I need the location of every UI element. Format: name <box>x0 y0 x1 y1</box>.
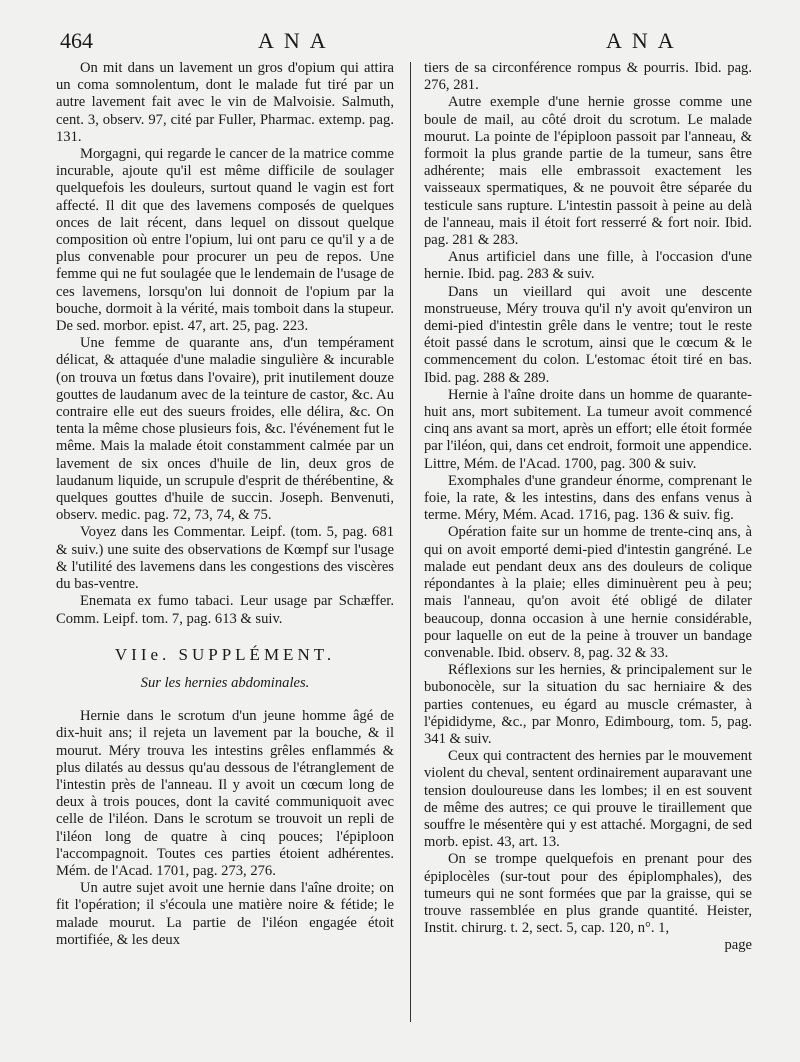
paragraph: Une femme de quarante ans, d'un tempérament délicat, & attaquée d'une maladie singulière & incurable (on trouva un fœtus dans l'ovaire), prit inutilement douze gouttes de laudanum avec de la teinture de castor, &c. Au contraire elle eut des sueurs froides, elle délira, &c. On tenta la même chose plusieurs fois, &c. l'événement fut le même. Mais la malade étoit constamment calmée par un lavement de six onces d'huile de lin, deux gros de laudanum liquide, un scrupule d'esprit de thérébentine, & quelques gouttes d'huile de succin. Joseph. Benvenuti, observ. medic. pag. 72, 73, 74, & 75. <box>56 335 394 524</box>
running-title-left: ANA <box>258 28 336 53</box>
running-title-right: ANA <box>606 28 684 53</box>
paragraph: Hernie dans le scrotum d'un jeune homme âgé de dix-huit ans; il rejeta un lavement par la bouche, & il mourut. Méry trouva les intestins grêles enflammés & plus dilatés au dessus qu'au dessous de l'étranglement de l'intestin près de l'anneau. Il y avoit un cœcum long de deux à trois pouces, dont la cavité communiquoit avec celle de l'iléon. Dans le scrotum se trouvoit un repli de l'iléon long de quatre à cinq pouces; l'épiploon l'accompagnoit. Toutes ces parties étoient adhérentes. Mém. de l'Acad. 1701, pag. 273, 276. <box>56 708 394 879</box>
paragraph: On se trompe quelquefois en prenant pour des épiplocèles (sur-tout pour des épiplomphales), des tumeurs qui ne sont formées que par la graisse, qui se trouve rassemblée en plus grande quantité. Heister, Instit. chirurg. t. 2, sect. 5, cap. 120, n°. 1, <box>424 851 752 937</box>
paragraph: Hernie à l'aîne droite dans un homme de quarante-huit ans, mort subitement. La tumeur avoit commencé cinq ans avant sa mort, après un effort; elle étoit formée par l'iléon, qui, dans cet endroit, formoit une appendice. Littre, Mém. de l'Acad. 1700, pag. 300 & suiv. <box>424 386 752 472</box>
catchword: page <box>724 937 752 954</box>
paragraph: Morgagni, qui regarde le cancer de la matrice comme incurable, ajoute qu'il est même difficile de soulager quelquefois les douleurs, surtout quand le vagin est fort affecté. Il dit que des lavemens composés de quelques onces de lait récent, dans lequel on dissout quelque composition où entre l'opium, lui ont paru ce qu'il y a de plus convenable pour procurer un peu de repos. Une femme qui ne fut soulagée que le lendemain de l'usage de ces lavemens, lorsqu'on lui donnoit de l'opium par la bouche, dormoit à la vérité, mais tomboit dans la stupeur. De sed. morbor. epist. 47, art. 25, pag. 223. <box>56 146 394 335</box>
page-number: 464 <box>60 28 93 53</box>
paragraph: Exomphales d'une grandeur énorme, comprenant le foie, la rate, & les intestins, dans des enfans venus à terme. Méry, Mém. Acad. 1716, pag. 136 & suiv. fig. <box>424 472 752 524</box>
paragraph: Ceux qui contractent des hernies par le mouvement violent du cheval, sentent ordinairement auparavant une tension douloureuse dans les lombes; il en est souvent de même des autres; ce qui prouve le tiraillement que souffre le mésentère qui y est attaché. Morgagni, de sed morb. epist. 43, art. 13. <box>424 748 752 851</box>
paragraph: Anus artificiel dans une fille, à l'occasion d'une hernie. Ibid. pag. 283 & suiv. <box>424 249 752 283</box>
paragraph: Autre exemple d'une hernie grosse comme une boule de mail, au côté droit du scrotum. Le malade mourut. La pointe de l'épiploon passoit par l'anneau, & formoit la plus grande partie de la tumeur, sans être adhérente; mais elle embrassoit exactement les vaisseaux spermatiques, & ne pouvoit être séparée du testicule sans rupture. L'intestin passoit à peine au delà de l'anneau, mais il étoit fort resserré & fort noir. Ibid. pag. 281 & 283. <box>424 94 752 249</box>
paragraph: Un autre sujet avoit une hernie dans l'aîne droite; on fit l'opération; il s'écoula une matière noire & fétide; le malade mourut. La partie de l'iléon engagée étoit mortifiée, & les deux <box>56 880 394 948</box>
paragraph: tiers de sa circonférence rompus & pourris. Ibid. pag. 276, 281. <box>424 60 752 94</box>
paragraph: Réflexions sur les hernies, & principalement sur le bubonocèle, sur la situation du sac herniaire & des parties contenues, eu égard au muscle crémaster, à l'épididyme, &c., par Monro, Edimbourg, tom. 5, pag. 341 & suiv. <box>424 662 752 747</box>
paragraph: On mit dans un lavement un gros d'opium qui attira un coma somnolentum, dont le malade fut tiré par un autre lavement fait avec le vin de Malvoisie. Salmuth, cent. 3, observ. 97, cité par Fuller, Pharmac. extemp. pag. 131. <box>56 60 394 145</box>
paragraph: Opération faite sur un homme de trente-cinq ans, à qui on avoit emporté demi-pied d'intestin gangréné. Le malade eut pendant deux ans des douleurs de colique répondantes à la plaie; elles diminuèrent peu à peu; mais l'anneau, qu'on avoit été obligé de dilater beaucoup, donna occasion à une hernie considérable, pour laquelle on eut de la peine à trouver un bandage convenable. Ibid. observ. 8, pag. 32 & 33. <box>424 524 752 661</box>
column-divider <box>410 62 411 1022</box>
paragraph: Dans un vieillard qui avoit une descente monstrueuse, Méry trouva qu'il n'y avoit qu'environ un demi-pied d'intestin grêle dans le ventre; tout le reste étoit passé dans le scrotum, ainsi que le cœcum & le commencement du colon. L'estomac étoit tiré en bas. Ibid. pag. 288 & 289. <box>424 283 752 386</box>
section-subtitle: Sur les hernies abdominales. <box>140 674 310 691</box>
running-header <box>58 26 760 60</box>
left-column <box>56 60 394 949</box>
section-title: VIIe. SUPPLÉMENT. <box>114 644 336 664</box>
paragraph: Enemata ex fumo tabaci. Leur usage par Schæffer. Comm. Leipf. tom. 7, pag. 613 & suiv. <box>56 593 394 627</box>
right-column <box>424 60 752 955</box>
paragraph: Voyez dans les Commentar. Leipf. (tom. 5, pag. 681 & suiv.) une suite des observations de Kœmpf sur l'usage & l'utilité des lavemens dans les congestions des viscères du bas-ventre. <box>56 524 394 593</box>
